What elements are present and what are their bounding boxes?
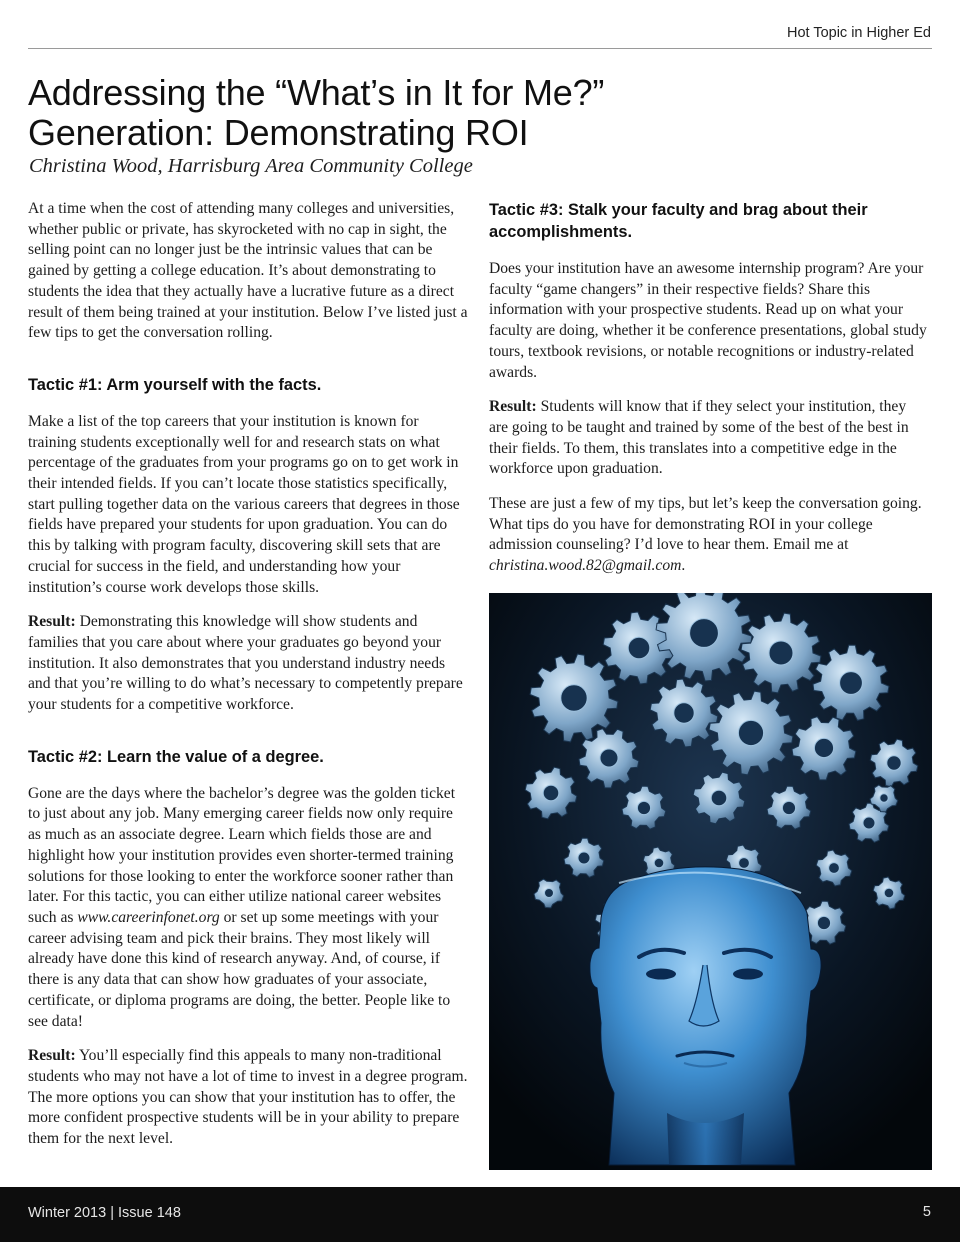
byline: Christina Wood, Harrisburg Area Community College — [29, 155, 473, 177]
title-line-1: Addressing the “What’s in It for Me?” — [28, 72, 605, 113]
title-line-2: Generation: Demonstrating ROI — [28, 112, 529, 153]
head-icon — [590, 867, 821, 1165]
gear-hub-icon — [628, 637, 650, 659]
gear-hub-icon — [769, 641, 793, 665]
gear-hub-icon — [637, 801, 650, 814]
tactic-2-heading: Tactic #2: Learn the value of a degree. — [28, 747, 324, 766]
intro-paragraph: At a time when the cost of attending many colleges and universities, whether public or private, has skyrocketed with no cap in sight, the selling point can no longer just be the intrinsic values that can be gained by getting a college education. It’s about demonstrating to students the idea that they actually have a lucrative future as a direct result of them being trained at your institution. Below I’ve listed just a few tips to get the conversation rolling. — [28, 200, 468, 342]
tactic-2-body — [28, 784, 468, 1032]
gear-hub-icon — [817, 916, 830, 929]
tactic-1-heading: Tactic #1: Arm yourself with the facts. — [28, 375, 322, 394]
issue-label: Winter 2013 | Issue 148 — [28, 1205, 181, 1221]
tactic-3-body: Does your institution have an awesome internship program? Are your faculty “game changers” in their respective fields? Share this information with your prospective students. Read up on what your faculty are doing, whether it be conference presentations, global study tours, textbook revisions, or notable recognitions or industry-related awards. — [489, 260, 927, 381]
gear-hub-icon — [654, 858, 664, 868]
left-column — [28, 199, 468, 1150]
gear-hub-icon — [578, 852, 590, 864]
gear-hub-icon — [880, 794, 888, 802]
gear-hub-icon — [561, 685, 587, 711]
author-email-link[interactable]: christina.wood.82@gmail.com — [489, 557, 682, 575]
header-divider — [28, 48, 932, 49]
article-title — [28, 73, 748, 153]
tactic-3-result-text: Students will know that if they select your institution, they are going to be taught and trained by some of the best of the best in their fields. To them, this translates into a competitive edge in the workforce upon graduation. — [489, 398, 909, 478]
careerinfonet-link[interactable]: www.careerinfonet.org — [77, 908, 220, 926]
section-label: Hot Topic in Higher Ed — [786, 25, 931, 41]
tactic-1-result-text: Demonstrating this knowledge will show students and families that you care about where your graduates go beyond your institution. It also demonstrates that you understand industry needs and that you’re willing to do what’s necessary to competently prepare your students for a competitive workforce. — [28, 613, 463, 714]
gear-hub-icon — [711, 790, 727, 806]
gear-hub-icon — [543, 785, 559, 801]
gear-hub-icon — [690, 619, 719, 648]
gears-head-illustration — [489, 593, 932, 1170]
gear-hub-icon — [739, 858, 750, 869]
tactic-1-body: Make a list of the top careers that your institution is known for training students exceptionally well for and research stats on what percentage of the graduates from your programs go on to get work in their intended fields. If you can’t locate those statistics specifically, start pulling together data on the various careers that degrees in those fields have prepared your students for upon graduation. You can do this by talking with program faculty, discovering skill sets that are crucial for success in the field, and understanding how your institution’s course work develops those skills. — [28, 412, 460, 596]
gear-hub-icon — [829, 863, 840, 874]
closing-text: These are just a few of my tips, but let’s keep the conversation going. What tips do you have for demonstrating ROI in your college admission counseling? I’d love to hear them. Email me at — [489, 495, 922, 554]
gear-hub-icon — [863, 817, 875, 829]
result-label: Result: — [489, 398, 537, 416]
result-label: Result: — [28, 1047, 76, 1065]
tactic-3-heading: Tactic #3: Stalk your faculty and brag about their accomplishments. — [489, 201, 868, 241]
page-number: 5 — [922, 1204, 931, 1220]
gear-hub-icon — [884, 888, 894, 898]
gear-hub-icon — [545, 889, 554, 898]
closing-period: . — [681, 557, 686, 575]
gear-hub-icon — [600, 749, 618, 767]
gears-head-image — [489, 593, 932, 1170]
result-label: Result: — [28, 613, 76, 631]
gear-hub-icon — [840, 672, 863, 695]
closing-paragraph — [489, 494, 927, 577]
tactic-3-result — [489, 397, 927, 480]
gear-hub-icon — [738, 720, 763, 745]
gear-hub-icon — [674, 703, 694, 723]
gear-hub-icon — [782, 801, 795, 814]
right-column — [489, 199, 927, 577]
tactic-2-result — [28, 1046, 468, 1150]
gear-hub-icon — [887, 756, 901, 770]
tactic-2-result-text: You’ll especially find this appeals to many non-traditional students who may not have a lot of time to invest in a degree program. The more options you can show that your institution has to offer, the more confident prospective students will be in your ability to prepare them for the next level. — [28, 1047, 468, 1148]
tactic-2-body-text-cont: or set up some meetings with your career advising team and pick their brains. They most likely will already have done this kind of research anyway. And, of course, if there is any data that can show how graduates of your associate, certificate, or diploma programs are doing, the better. People like to see data! — [28, 908, 451, 1030]
footer-bar — [0, 1187, 960, 1242]
tactic-1-result — [28, 612, 468, 716]
gear-hub-icon — [814, 738, 833, 757]
tactic-2-body-text: Gone are the days where the bachelor’s degree was the golden ticket to just about any job. Many emerging career fields now only require as much as an associate degree. Learn which fields those are and highlight how your institution provides even shorter-termed training solutions for those looking to enter the workforce sooner rather than later. For this tactic, you can either utilize national career websites such as — [28, 784, 456, 926]
